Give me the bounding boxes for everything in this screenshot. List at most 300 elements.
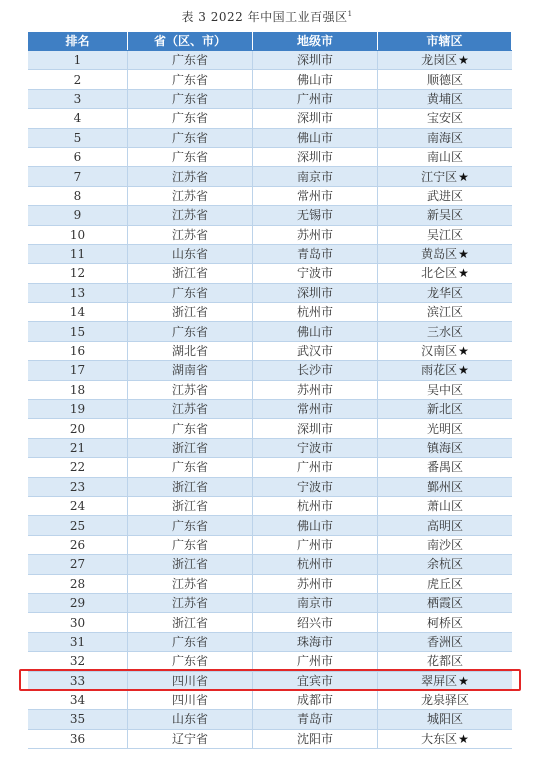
cell-rank xyxy=(28,381,128,399)
table-row xyxy=(28,478,512,497)
cell-rank-text: 8 xyxy=(73,188,82,203)
cell-city xyxy=(253,400,378,418)
cell-province xyxy=(128,555,253,573)
cell-district-text: 翠屏区 xyxy=(421,673,458,688)
cell-province-text: 江苏省 xyxy=(171,169,208,184)
cell-rank-text: 9 xyxy=(73,208,82,223)
cell-rank xyxy=(28,206,128,224)
cell-district-text: 雨花区 xyxy=(421,363,458,378)
cell-district-text: 黄埔区 xyxy=(426,91,463,106)
cell-rank xyxy=(28,129,128,147)
cell-province xyxy=(128,458,253,476)
cell-district xyxy=(378,284,512,302)
cell-city-text: 深圳市 xyxy=(296,150,333,165)
cell-district xyxy=(378,342,512,360)
cell-rank-text: 20 xyxy=(69,421,86,436)
cell-district xyxy=(378,264,512,282)
table-row xyxy=(28,536,512,555)
cell-district-text: 香洲区 xyxy=(426,634,463,649)
cell-district xyxy=(378,70,512,88)
cell-province xyxy=(128,730,253,748)
cell-city xyxy=(253,439,378,457)
cell-city xyxy=(253,167,378,185)
cell-province xyxy=(128,284,253,302)
cell-district xyxy=(378,730,512,748)
cell-province xyxy=(128,478,253,496)
cell-district-text: 龙华区 xyxy=(426,285,463,300)
cell-province xyxy=(128,303,253,321)
cell-rank-text: 23 xyxy=(69,479,86,494)
table-row xyxy=(28,129,512,148)
cell-province xyxy=(128,187,253,205)
cell-rank-text: 12 xyxy=(69,266,86,281)
cell-district-text: 番禺区 xyxy=(426,460,463,475)
cell-province xyxy=(128,419,253,437)
cell-rank xyxy=(28,458,128,476)
table-row xyxy=(28,322,512,341)
cell-rank xyxy=(28,575,128,593)
cell-district-text: 武进区 xyxy=(426,188,463,203)
cell-district xyxy=(378,400,512,418)
cell-city xyxy=(253,594,378,612)
cell-rank xyxy=(28,342,128,360)
cell-city-text: 佛山市 xyxy=(296,130,333,145)
cell-rank xyxy=(28,478,128,496)
cell-city-text: 成都市 xyxy=(296,693,333,708)
cell-rank-text: 24 xyxy=(69,499,86,514)
cell-city-text: 广州市 xyxy=(296,460,333,475)
cell-province xyxy=(128,70,253,88)
cell-province xyxy=(128,322,253,340)
cell-province xyxy=(128,613,253,631)
cell-province-text: 江苏省 xyxy=(171,382,208,397)
cell-district xyxy=(378,381,512,399)
cell-rank xyxy=(28,361,128,379)
table-row xyxy=(28,710,512,729)
cell-rank-text: 13 xyxy=(69,285,86,300)
cell-rank xyxy=(28,90,128,108)
cell-province xyxy=(128,342,253,360)
cell-rank xyxy=(28,633,128,651)
cell-district xyxy=(378,419,512,437)
cell-rank xyxy=(28,148,128,166)
cell-province-text: 湖北省 xyxy=(171,344,208,359)
cell-province xyxy=(128,51,253,69)
cell-rank xyxy=(28,51,128,69)
cell-district-text: 栖霞区 xyxy=(426,596,463,611)
cell-province-text: 浙江省 xyxy=(171,441,208,455)
cell-rank-text: 4 xyxy=(73,111,82,126)
cell-rank xyxy=(28,419,128,437)
cell-city-text: 宁波市 xyxy=(296,479,333,494)
table-row xyxy=(28,264,512,283)
table-row xyxy=(28,245,512,264)
cell-province-text: 广东省 xyxy=(171,130,208,145)
cell-rank xyxy=(28,245,128,263)
cell-rank-text: 21 xyxy=(69,441,86,455)
cell-city xyxy=(253,730,378,748)
cell-district-text: 镇海区 xyxy=(426,441,463,455)
cell-province-text: 江苏省 xyxy=(171,596,208,611)
cell-city xyxy=(253,555,378,573)
cell-district xyxy=(378,691,512,709)
cell-province-text: 浙江省 xyxy=(171,615,208,630)
cell-district-text: 新北区 xyxy=(426,402,463,417)
cell-city-text: 沈阳市 xyxy=(296,731,333,746)
cell-district-text: 龙泉驿区 xyxy=(420,693,469,708)
table-row xyxy=(28,633,512,652)
cell-rank-text: 27 xyxy=(69,557,86,572)
cell-city-text: 武汉市 xyxy=(296,344,333,359)
cell-city-text: 杭州市 xyxy=(296,557,333,572)
cell-district-text: 新吴区 xyxy=(426,208,463,223)
cell-province xyxy=(128,516,253,534)
cell-city-text: 佛山市 xyxy=(296,72,333,87)
table-row xyxy=(28,226,512,245)
cell-province xyxy=(128,129,253,147)
header-city: 地级市 xyxy=(253,32,378,50)
table-row xyxy=(28,381,512,400)
cell-province-text: 四川省 xyxy=(171,693,208,708)
cell-district-text: 顺德区 xyxy=(426,72,463,87)
cell-district-text: 萧山区 xyxy=(426,499,463,514)
table-row xyxy=(28,672,512,691)
cell-rank xyxy=(28,303,128,321)
cell-rank-text: 17 xyxy=(69,363,86,378)
cell-city xyxy=(253,613,378,631)
cell-province xyxy=(128,264,253,282)
table-row xyxy=(28,555,512,574)
cell-city xyxy=(253,419,378,437)
cell-province-text: 广东省 xyxy=(171,654,208,669)
cell-city xyxy=(253,497,378,515)
table-row xyxy=(28,730,512,749)
cell-province-text: 广东省 xyxy=(171,72,208,87)
cell-district xyxy=(378,148,512,166)
cell-province-text: 广东省 xyxy=(171,324,208,339)
table-row xyxy=(28,652,512,671)
cell-rank xyxy=(28,109,128,127)
cell-rank-text: 26 xyxy=(69,537,86,552)
cell-district-text: 光明区 xyxy=(426,421,463,436)
cell-rank-text: 1 xyxy=(73,53,82,68)
cell-city-text: 广州市 xyxy=(296,91,333,106)
cell-rank-text: 10 xyxy=(69,227,86,242)
cell-district xyxy=(378,594,512,612)
table-caption xyxy=(0,8,534,25)
cell-city-text: 苏州市 xyxy=(296,382,333,397)
cell-city-text: 深圳市 xyxy=(296,53,333,68)
cell-province-text: 江苏省 xyxy=(171,402,208,417)
cell-city-text: 佛山市 xyxy=(296,324,333,339)
cell-province xyxy=(128,439,253,457)
cell-city xyxy=(253,109,378,127)
table-row xyxy=(28,51,512,70)
table-row xyxy=(28,400,512,419)
star-icon: ★ xyxy=(458,169,469,184)
cell-province-text: 广东省 xyxy=(171,460,208,475)
cell-city-text: 苏州市 xyxy=(296,576,333,591)
cell-rank-text: 35 xyxy=(69,712,86,727)
cell-city xyxy=(253,516,378,534)
cell-city-text: 宁波市 xyxy=(296,266,333,281)
cell-rank xyxy=(28,497,128,515)
cell-province xyxy=(128,226,253,244)
cell-rank xyxy=(28,400,128,418)
cell-district-text: 虎丘区 xyxy=(426,576,463,591)
cell-district xyxy=(378,226,512,244)
cell-city xyxy=(253,70,378,88)
cell-province xyxy=(128,381,253,399)
cell-city-text: 佛山市 xyxy=(296,518,333,533)
cell-district-text: 鄞州区 xyxy=(426,479,463,494)
cell-province-text: 山东省 xyxy=(171,712,208,727)
cell-province xyxy=(128,148,253,166)
cell-city-text: 无锡市 xyxy=(296,208,333,223)
cell-district-text: 宝安区 xyxy=(426,111,463,126)
table-row xyxy=(28,206,512,225)
cell-province xyxy=(128,710,253,728)
cell-province xyxy=(128,691,253,709)
cell-rank-text: 29 xyxy=(69,596,86,611)
cell-city xyxy=(253,303,378,321)
cell-rank xyxy=(28,536,128,554)
table-row xyxy=(28,109,512,128)
star-icon: ★ xyxy=(458,673,469,688)
table-row xyxy=(28,613,512,632)
table-row xyxy=(28,187,512,206)
caption-footnote: 1 xyxy=(347,10,353,18)
cell-rank-text: 11 xyxy=(69,247,86,262)
cell-city xyxy=(253,691,378,709)
cell-province xyxy=(128,497,253,515)
cell-district xyxy=(378,613,512,631)
cell-city xyxy=(253,478,378,496)
cell-district-text: 柯桥区 xyxy=(426,615,463,630)
cell-city-text: 深圳市 xyxy=(296,421,333,436)
cell-province-text: 湖南省 xyxy=(171,363,208,378)
cell-rank-text: 25 xyxy=(69,518,86,533)
cell-rank-text: 36 xyxy=(69,731,86,746)
cell-province-text: 广东省 xyxy=(171,150,208,165)
cell-rank-text: 34 xyxy=(69,693,86,708)
cell-city xyxy=(253,633,378,651)
cell-district-text: 江宁区 xyxy=(421,169,458,184)
cell-rank xyxy=(28,264,128,282)
cell-district-text: 高明区 xyxy=(426,518,463,533)
cell-district xyxy=(378,439,512,457)
cell-city xyxy=(253,284,378,302)
cell-district-text: 南沙区 xyxy=(426,537,463,552)
cell-rank xyxy=(28,187,128,205)
cell-rank-text: 3 xyxy=(73,91,82,106)
cell-city xyxy=(253,361,378,379)
caption-text: 表 3 2022 年中国工业百强区 xyxy=(181,10,348,24)
cell-district-text: 汉南区 xyxy=(421,344,458,359)
table-row xyxy=(28,361,512,380)
cell-rank-text: 14 xyxy=(69,305,86,320)
cell-rank xyxy=(28,226,128,244)
cell-city xyxy=(253,458,378,476)
cell-rank xyxy=(28,439,128,457)
cell-district xyxy=(378,478,512,496)
cell-city-text: 深圳市 xyxy=(296,285,333,300)
cell-district xyxy=(378,361,512,379)
cell-district xyxy=(378,109,512,127)
cell-city-text: 常州市 xyxy=(296,188,333,203)
cell-district xyxy=(378,575,512,593)
cell-rank-text: 19 xyxy=(69,402,86,417)
cell-province-text: 四川省 xyxy=(171,673,208,688)
cell-province-text: 浙江省 xyxy=(171,479,208,494)
cell-province-text: 广东省 xyxy=(171,518,208,533)
star-icon: ★ xyxy=(458,731,469,746)
cell-district xyxy=(378,633,512,651)
cell-rank-text: 30 xyxy=(69,615,86,630)
cell-city xyxy=(253,148,378,166)
table-row xyxy=(28,419,512,438)
cell-district xyxy=(378,245,512,263)
cell-city-text: 青岛市 xyxy=(296,712,333,727)
cell-province xyxy=(128,109,253,127)
cell-city xyxy=(253,381,378,399)
cell-rank-text: 6 xyxy=(73,150,82,165)
star-icon: ★ xyxy=(458,266,469,281)
cell-province-text: 广东省 xyxy=(171,421,208,436)
cell-city-text: 广州市 xyxy=(296,654,333,669)
cell-province-text: 浙江省 xyxy=(171,266,208,281)
cell-city xyxy=(253,536,378,554)
header-province: 省（区、市） xyxy=(128,32,253,50)
cell-province xyxy=(128,90,253,108)
cell-city xyxy=(253,264,378,282)
cell-district-text: 南山区 xyxy=(426,150,463,165)
star-icon: ★ xyxy=(458,247,469,262)
table-row xyxy=(28,516,512,535)
cell-district xyxy=(378,652,512,670)
cell-district-text: 北仑区 xyxy=(421,266,458,281)
cell-district-text: 大东区 xyxy=(421,731,458,746)
cell-district xyxy=(378,90,512,108)
cell-district xyxy=(378,187,512,205)
cell-province xyxy=(128,575,253,593)
cell-province-text: 广东省 xyxy=(171,111,208,126)
cell-rank xyxy=(28,284,128,302)
cell-province xyxy=(128,633,253,651)
cell-province xyxy=(128,400,253,418)
star-icon: ★ xyxy=(458,363,469,378)
cell-province xyxy=(128,167,253,185)
cell-district xyxy=(378,129,512,147)
cell-city xyxy=(253,672,378,690)
header-district: 市辖区 xyxy=(378,32,512,50)
cell-district xyxy=(378,458,512,476)
cell-city-text: 宁波市 xyxy=(296,441,333,455)
cell-district-text: 龙岗区 xyxy=(421,53,458,68)
cell-city xyxy=(253,129,378,147)
cell-rank-text: 5 xyxy=(73,130,82,145)
cell-rank-text: 16 xyxy=(69,344,86,359)
cell-rank-text: 15 xyxy=(69,324,86,339)
table-row xyxy=(28,497,512,516)
cell-province-text: 浙江省 xyxy=(171,499,208,514)
table-row xyxy=(28,439,512,458)
cell-province-text: 广东省 xyxy=(171,537,208,552)
cell-rank xyxy=(28,691,128,709)
cell-province-text: 广东省 xyxy=(171,634,208,649)
table-row xyxy=(28,70,512,89)
table-row xyxy=(28,594,512,613)
header-rank: 排名 xyxy=(28,32,128,50)
cell-province-text: 浙江省 xyxy=(171,305,208,320)
cell-province-text: 广东省 xyxy=(171,285,208,300)
cell-rank xyxy=(28,555,128,573)
cell-rank-text: 28 xyxy=(69,576,86,591)
cell-district xyxy=(378,497,512,515)
cell-city-text: 绍兴市 xyxy=(296,615,333,630)
cell-province-text: 江苏省 xyxy=(171,208,208,223)
cell-province xyxy=(128,672,253,690)
cell-city-text: 珠海市 xyxy=(296,634,333,649)
cell-city-text: 常州市 xyxy=(296,402,333,417)
cell-city xyxy=(253,652,378,670)
cell-district xyxy=(378,167,512,185)
cell-rank xyxy=(28,70,128,88)
cell-city-text: 宜宾市 xyxy=(296,673,333,688)
cell-rank xyxy=(28,516,128,534)
table-row xyxy=(28,691,512,710)
cell-city xyxy=(253,342,378,360)
cell-city xyxy=(253,90,378,108)
table-row xyxy=(28,342,512,361)
cell-city-text: 南京市 xyxy=(296,169,333,184)
table-row xyxy=(28,303,512,322)
cell-province-text: 江苏省 xyxy=(171,188,208,203)
cell-city xyxy=(253,575,378,593)
cell-district-text: 城阳区 xyxy=(426,712,463,727)
cell-rank-text: 31 xyxy=(69,634,86,649)
cell-rank xyxy=(28,594,128,612)
cell-city-text: 杭州市 xyxy=(296,305,333,320)
cell-province xyxy=(128,652,253,670)
industrial-districts-table xyxy=(28,32,512,749)
cell-rank xyxy=(28,730,128,748)
cell-district-text: 吴江区 xyxy=(426,227,463,242)
cell-rank-text: 33 xyxy=(69,673,86,688)
cell-city xyxy=(253,245,378,263)
cell-city-text: 杭州市 xyxy=(296,499,333,514)
cell-district-text: 滨江区 xyxy=(426,305,463,320)
cell-province xyxy=(128,536,253,554)
cell-district xyxy=(378,516,512,534)
cell-city-text: 南京市 xyxy=(296,596,333,611)
cell-province-text: 辽宁省 xyxy=(171,731,208,746)
cell-city-text: 苏州市 xyxy=(296,227,333,242)
cell-rank xyxy=(28,710,128,728)
star-icon: ★ xyxy=(458,344,469,359)
star-icon: ★ xyxy=(458,53,469,68)
table-row xyxy=(28,148,512,167)
cell-rank xyxy=(28,322,128,340)
table-row xyxy=(28,284,512,303)
cell-district-text: 三水区 xyxy=(426,324,463,339)
cell-province-text: 江苏省 xyxy=(171,576,208,591)
cell-city xyxy=(253,226,378,244)
cell-district xyxy=(378,51,512,69)
cell-rank-text: 7 xyxy=(73,169,82,184)
cell-district xyxy=(378,536,512,554)
table-row xyxy=(28,575,512,594)
